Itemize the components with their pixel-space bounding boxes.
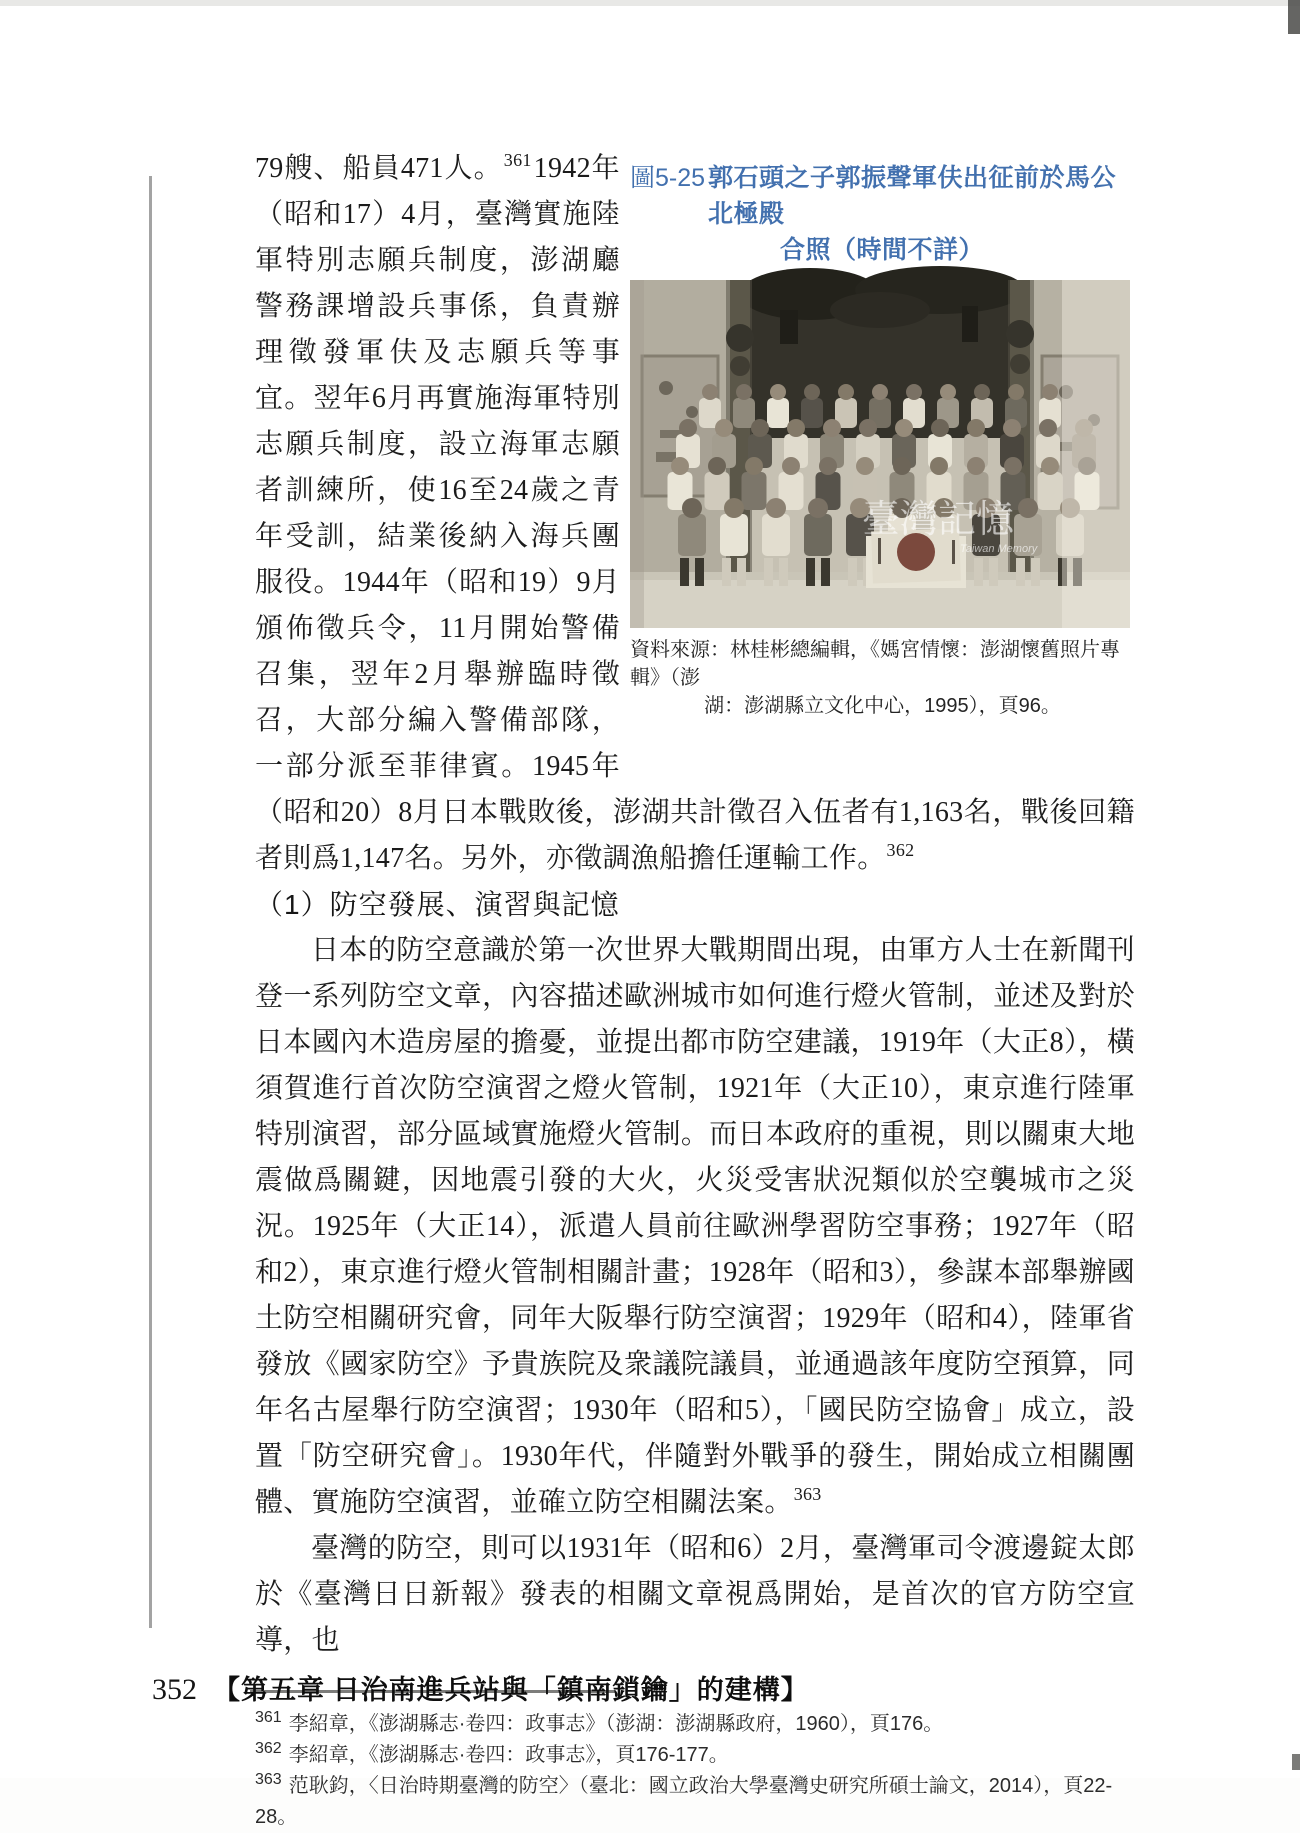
page-number: 352 — [152, 1673, 197, 1706]
figure-source-line1: 資料來源：林桂彬總編輯，《媽宮情懷：澎湖懷舊照片專輯》（澎 — [630, 639, 1120, 689]
scan-mark-top-right — [1288, 0, 1300, 34]
paragraph-taiwan-air-defense: 臺灣的防空，則可以1931年（昭和6）2月，臺灣軍司令渡邊錠太郎於《臺灣日日新報》發表的相關文章視爲開始，是首次的官方防空宣導，也 — [255, 1533, 1135, 1656]
footnote-ref: 363 — [793, 1483, 822, 1504]
section-heading-air-defense: （1）防空發展、演習與記憶 — [255, 889, 620, 920]
chapter-title: 【第五章 日治南進兵站與「鎮南鎖鑰」的建構】 — [213, 1675, 809, 1705]
group-photo — [630, 280, 1135, 628]
figure-caption-line2: 合照（時間不詳） — [780, 236, 985, 264]
footnote-block — [255, 1690, 1135, 1833]
figure-source-line2: 湖：澎湖縣立文化中心，1995），頁96。 — [704, 695, 1061, 717]
group-photo-illustration — [630, 280, 1130, 628]
watermark-text: 臺灣記憶 — [862, 499, 1015, 541]
paragraph-conscription: 79艘、船員471人。$^{361}$1942年（昭和17）4月，臺灣實施陸軍特別志願兵制度，澎湖廳警務課增設兵事係，負責辦理徵發軍伕及志願兵等事宜。翌年6月再實施海軍特別志願兵制度，設立海軍志願者訓練所，使16至24歲之青年受訓，結業後納入海兵團服役。1944年（昭和19）9月頒佈徵兵令，11月開始警備召集，翌年2月舉辦臨時徵召，大部分編入警備部隊，一部分派至菲律賓。1945年（昭和20）8月日本戰敗後，澎湖共計徵召入伍者有1,163名，戰後回籍者則爲1,147名。另外，亦徵調漁船擔任運輸工作。$^{362}$ — [255, 149, 1135, 874]
figure-caption-line1: 郭石頭之子郭振聲軍伕出征前於馬公北極殿 — [708, 164, 1117, 228]
footnote-ref: 362 — [886, 839, 915, 860]
scan-mark-bottom-right — [1292, 1754, 1300, 1770]
figure-5-25 — [630, 158, 1135, 720]
watermark-subtext: Taiwan Memory — [960, 543, 1038, 555]
footnote-ref: 361 — [503, 149, 532, 170]
text-block — [255, 146, 1135, 1833]
page-footer — [152, 1668, 809, 1707]
figure-source — [630, 636, 1135, 720]
scan-edge-top — [0, 0, 1300, 6]
figure-label: 圖5-25 — [630, 164, 706, 192]
figure-caption-text — [708, 160, 1135, 268]
margin-rule — [149, 176, 152, 1628]
footnote: $^{363}$ 范耿鈞，〈日治時期臺灣的防空〉（臺北：國立政治大學臺灣史研究所碩士論文，2014），頁22-28。 — [255, 1771, 1113, 1828]
paragraph-japan-air-defense: 日本的防空意識於第一次世界大戰期間出現，由軍方人士在新聞刊登一系列防空文章，內容描述歐洲城市如何進行燈火管制，並述及對於日本國內木造房屋的擔憂，並提出都市防空建議，1919年（大正8），橫須賀進行首次防空演習之燈火管制，1921年（大正10），東京進行陸軍特別演習，部分區域實施燈火管制。而日本政府的重視，則以關東大地震做爲關鍵，因地震引發的大火，火災受害狀況類似於空襲城市之災況。1925年（大正14），派遣人員前往歐洲學習防空事務；1927年（昭和2），東京進行燈火管制相關計畫；1928年（昭和3），參謀本部舉辦國土防空相關研究會，同年大阪舉行防空演習；1929年（昭和4），陸軍省發放《國家防空》予貴族院及衆議院議員，並通過該年度防空預算，同年名古屋舉行防空演習；1930年（昭和5），「國民防空協會」成立，設置「防空研究會」。1930年代，伴隨對外戰爭的發生，開始成立相關團體、實施防空演習，並確立防空相關法案。$^{363}$ — [255, 935, 1135, 1518]
footnote: $^{362}$ 李紹章，《澎湖縣志·卷四：政事志》，頁176-177。 — [255, 1740, 729, 1766]
footnote: $^{361}$ 李紹章，《澎湖縣志·卷四：政事志》（澎湖：澎湖縣政府，1960），頁176。 — [255, 1709, 944, 1735]
footnote-list — [255, 1709, 1135, 1833]
figure-caption — [630, 160, 1135, 268]
